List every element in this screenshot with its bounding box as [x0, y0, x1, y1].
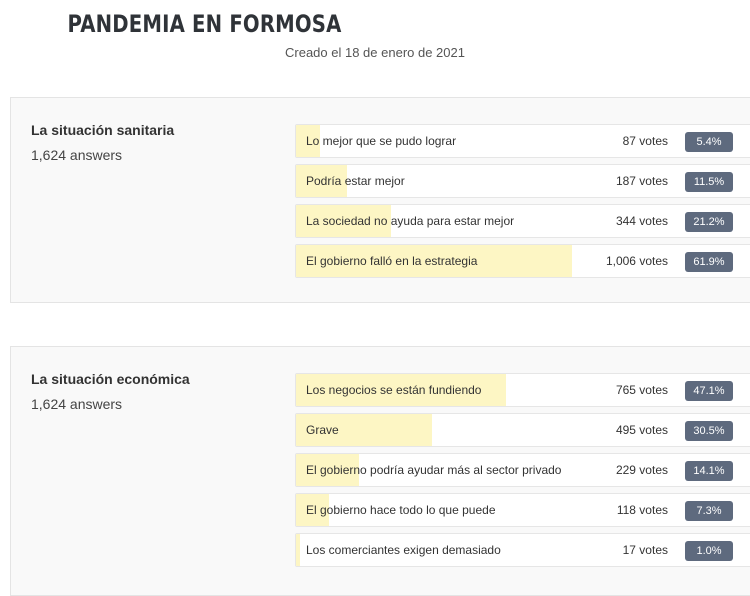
percent-badge: 47.1% [685, 381, 733, 401]
percent-badge: 7.3% [685, 501, 733, 521]
vote-count: 118 votes [616, 503, 668, 517]
option-label: El gobierno podría ayudar más al sector privado [306, 463, 562, 477]
vote-count: 495 votes [615, 423, 668, 437]
vote-count: 1,006 votes [605, 254, 668, 268]
vote-count: 17 votes [622, 543, 668, 557]
question-title: La situación económica [31, 371, 190, 387]
page-title: PANDEMIA EN FORMOSA [67, 10, 342, 38]
option-label: Lo mejor que se pudo lograr [306, 134, 457, 148]
percent-badge: 14.1% [685, 461, 733, 481]
option-label: Podría estar mejor [306, 174, 405, 188]
poll-option[interactable] [295, 533, 750, 567]
question-title: La situación sanitaria [31, 122, 175, 138]
vote-count: 344 votes [615, 214, 668, 228]
percent-badge: 61.9% [685, 252, 733, 272]
option-label: El gobierno hace todo lo que puede [306, 503, 496, 517]
vote-count: 87 votes [622, 134, 668, 148]
option-label: El gobierno falló en la estrategia [306, 254, 478, 268]
vote-bar [296, 534, 300, 566]
poll-option[interactable] [295, 164, 750, 198]
percent-badge: 5.4% [685, 132, 733, 152]
percent-badge: 30.5% [685, 421, 733, 441]
poll-option[interactable] [295, 413, 750, 447]
poll-option[interactable] [295, 373, 750, 407]
question-card-sanitaria [10, 97, 750, 303]
percent-badge: 11.5% [685, 172, 733, 192]
page-subtitle: Creado el 18 de enero de 2021 [285, 45, 465, 60]
vote-count: 229 votes [615, 463, 668, 477]
poll-option[interactable] [295, 453, 750, 487]
poll-option[interactable] [295, 244, 750, 278]
option-label: La sociedad no ayuda para estar mejor [306, 214, 515, 228]
vote-count: 765 votes [615, 383, 668, 397]
poll-option[interactable] [295, 493, 750, 527]
option-label: Los negocios se están fundiendo [306, 383, 482, 397]
question-card-economica [10, 346, 750, 596]
poll-option[interactable] [295, 124, 750, 158]
answers-count: 1,624 answers [31, 147, 123, 163]
option-label: Grave [306, 423, 339, 437]
option-label: Los comerciantes exigen demasiado [306, 543, 501, 557]
vote-count: 187 votes [615, 174, 668, 188]
percent-badge: 21.2% [685, 212, 733, 232]
percent-badge: 1.0% [685, 541, 733, 561]
answers-count: 1,624 answers [31, 396, 123, 412]
poll-option[interactable] [295, 204, 750, 238]
